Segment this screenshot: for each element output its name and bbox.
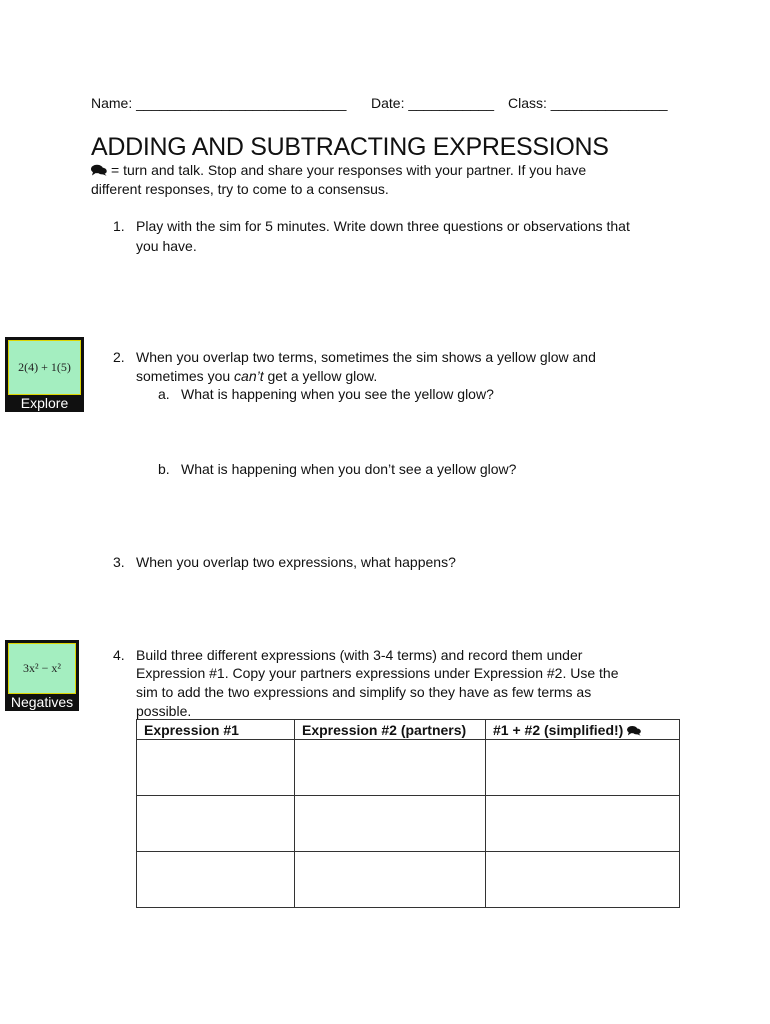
header-expression-2-label: Expression #2 (partners)	[302, 721, 467, 738]
q1-number: 1.	[113, 218, 125, 234]
answer-cell[interactable]	[486, 852, 680, 908]
expressions-table	[136, 719, 680, 908]
speech-bubbles-icon	[91, 164, 107, 176]
q3-number: 3.	[113, 554, 125, 570]
header-expression-1	[137, 720, 295, 740]
answer-cell[interactable]	[486, 796, 680, 852]
q2-text-line-1: When you overlap two terms, sometimes the sim shows a yellow glow and	[136, 349, 596, 365]
header-expression-2	[295, 720, 486, 740]
negatives-caption: Negatives	[10, 694, 74, 710]
class-field-label: Class: _______________	[508, 95, 668, 111]
explore-caption: Explore	[20, 395, 69, 411]
negatives-screen-preview	[8, 643, 76, 694]
answer-cell[interactable]	[295, 796, 486, 852]
q4-text-line-3: sim to add the two expressions and simplify so they have as few terms as	[136, 684, 592, 700]
intro-line-1	[91, 161, 586, 180]
date-field-label: Date: ___________	[371, 95, 494, 111]
name-field-label: Name: ___________________________	[91, 95, 347, 111]
q2-line-2-end: get a yellow glow.	[263, 368, 378, 384]
answer-cell[interactable]	[137, 852, 295, 908]
q2-line-2-start: sometimes you	[136, 368, 235, 384]
speech-bubbles-icon	[627, 725, 641, 736]
q4-text-line-1: Build three different expressions (with 3-4 terms) and record them under	[136, 647, 583, 663]
answer-cell[interactable]	[295, 740, 486, 796]
answer-cell[interactable]	[295, 852, 486, 908]
header-sum-simplified-label: #1 + #2 (simplified!)	[493, 721, 624, 738]
intro-line-2: different responses, try to come to a consensus.	[91, 181, 389, 197]
table-row	[137, 796, 680, 852]
q1-text-line-1: Play with the sim for 5 minutes. Write down three questions or observations that	[136, 218, 630, 234]
explore-screen-preview	[8, 340, 81, 395]
answer-cell[interactable]	[137, 740, 295, 796]
q4-text-line-2: Expression #1. Copy your partners expressions under Expression #2. Use the	[136, 665, 619, 681]
answer-cell[interactable]	[137, 796, 295, 852]
worksheet-title: ADDING AND SUBTRACTING EXPRESSIONS	[91, 133, 609, 161]
q2b-label: b.	[158, 461, 170, 477]
q2-text-line-2	[136, 367, 377, 386]
q2a-text: What is happening when you see the yellow glow?	[181, 386, 494, 402]
table-row	[137, 852, 680, 908]
intro-text-1: = turn and talk. Stop and share your responses with your partner. If you have	[111, 162, 587, 178]
negatives-screen-thumbnail	[5, 640, 79, 711]
q2a-label: a.	[158, 386, 170, 402]
q3-text: When you overlap two expressions, what happens?	[136, 554, 456, 570]
q1-text-line-2: you have.	[136, 238, 197, 254]
answer-cell[interactable]	[486, 740, 680, 796]
negatives-expression: 3x² − x²	[23, 661, 61, 675]
header-sum-simplified	[486, 720, 680, 740]
table-header-row	[137, 720, 680, 740]
q4-number: 4.	[113, 647, 125, 663]
header-expression-1-label: Expression #1	[144, 721, 239, 738]
q2-number: 2.	[113, 349, 125, 365]
explore-screen-thumbnail	[5, 337, 84, 412]
q2-line-2-emphasis: can’t	[234, 368, 264, 384]
q2b-text: What is happening when you don’t see a yellow glow?	[181, 461, 517, 477]
q4-text-line-4: possible.	[136, 703, 192, 719]
explore-expression: 2(4) + 1(5)	[18, 360, 71, 374]
table-row	[137, 740, 680, 796]
